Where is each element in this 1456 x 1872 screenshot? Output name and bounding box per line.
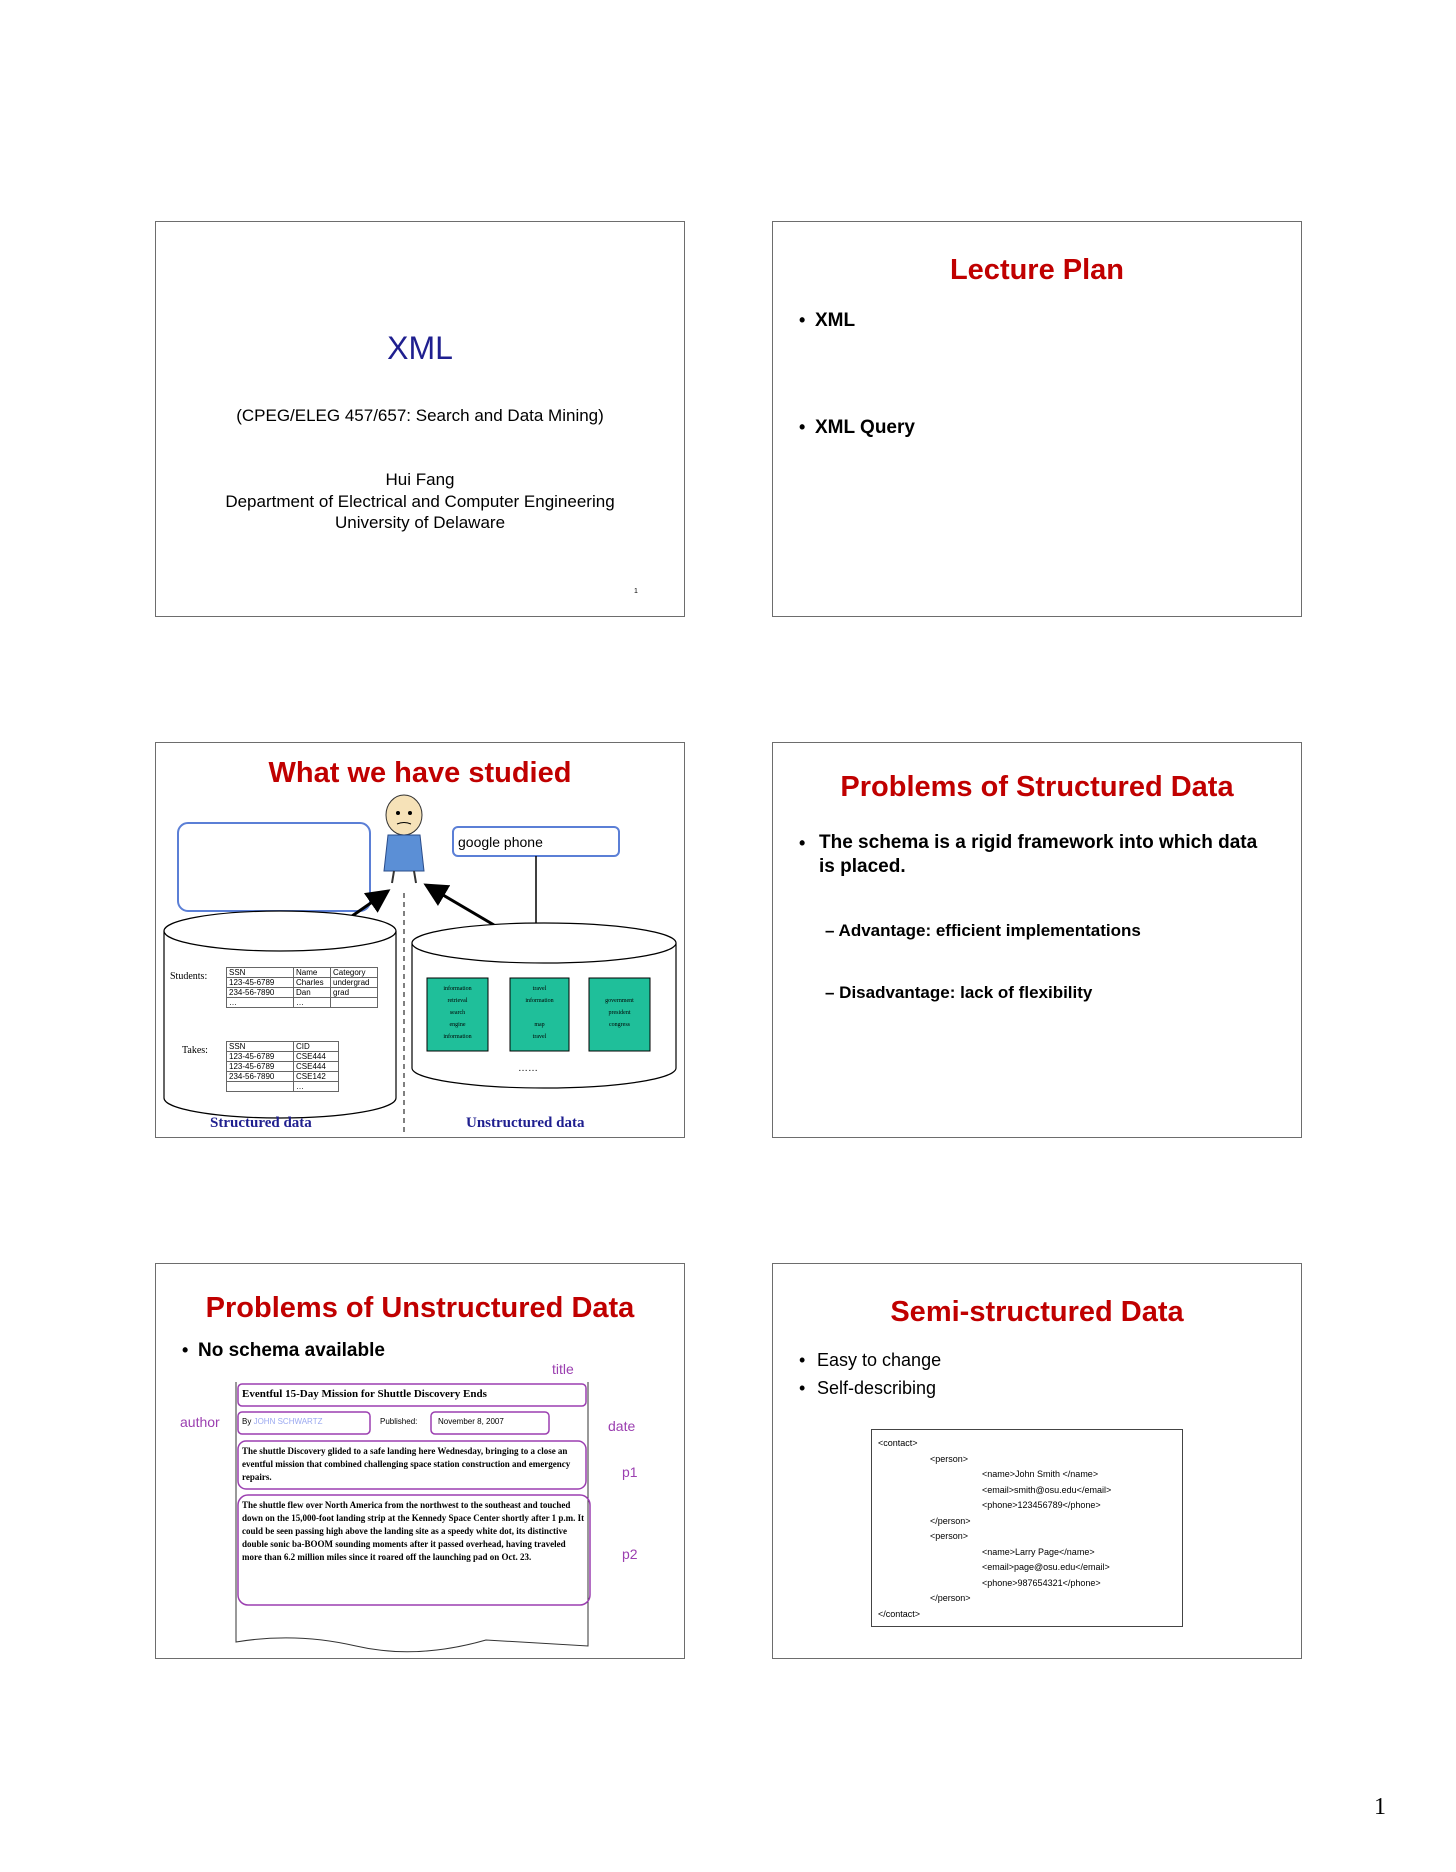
slide-2 [772,221,1302,617]
published-date: November 8, 2007 [438,1417,504,1426]
doc-ellipsis: …… [518,1063,538,1074]
department: Department of Electrical and Computer Engineering [225,492,615,511]
slide-title: Lecture Plan [949,254,1125,286]
bullet-schema: • The schema is a rigid framework into which data is placed. [799,832,1258,877]
bullet-easy-to-change: • Easy to change [799,1350,942,1370]
label-title: title [552,1361,574,1377]
page-number: 1 [1374,1794,1386,1820]
students-table: SSN Name Category 123-45-6789 Charles undergrad 234-56-7890 Dan grad … … [226,967,378,1008]
doc-text-1: information retrieval search engine information [443,986,472,1040]
bullet-self-describing: • Self-describing [799,1378,937,1398]
xml-line: <person> [930,1531,969,1541]
label-author: author [180,1414,220,1430]
author-link[interactable]: JOHN SCHWARTZ [253,1417,323,1426]
author-name: Hui Fang [385,470,455,489]
query-text: google phone [458,834,543,850]
xml-line: <phone>987654321</phone> [982,1577,1101,1588]
paragraph-2: The shuttle flew over North America from the northwest to the southeast and touched down on the 15,000-foot landing strip at the Kennedy Space Center shortly after 1 p.m. It could be seen passing high above the landing site as a speedy white dot, its distinctive double sonic ba-BOOM sounding moments after it passed overhead, having traveled more than 6.2 million miles since it roared off the launching pad on Oct. 23. [242,1500,585,1562]
xml-line: <name>John Smith </name> [982,1469,1099,1479]
label-p1: p1 [622,1464,638,1480]
slide-3 [155,742,685,1138]
xml-line: <contact> [878,1438,918,1448]
bullet-xml: • XML [799,310,856,331]
slide-title: What we have studied [268,757,572,789]
doc-text-3: government president congress [605,998,634,1028]
takes-table: SSN CID 123-45-6789 CSE444 123-45-6789 CSE444 234-56-7890 CSE142 … [226,1041,339,1092]
bullet-no-schema: • No schema available [182,1340,385,1361]
published-label: Published: [380,1417,418,1426]
bullet-xml-query: • XML Query [799,417,915,438]
slide-4 [772,742,1302,1138]
xml-line: <phone>123456789</phone> [982,1500,1101,1510]
doc-text-2: travel information map travel [525,986,554,1040]
xml-line: </person> [930,1515,971,1526]
slide-1 [155,221,685,617]
students-label: Students: [170,971,208,982]
xml-line: <email>smith@osu.edu</email> [982,1484,1112,1495]
slide-number: 1 [634,588,638,595]
takes-label: Takes: [182,1045,208,1056]
slide-5 [155,1263,685,1659]
person-icon [384,795,424,883]
slide-6 [772,1263,1302,1659]
slide-title: Problems of Structured Data [840,771,1234,803]
sql-query-box [178,823,370,911]
xml-line: <person> [930,1453,969,1464]
xml-line: <email>page@osu.edu</email> [982,1562,1110,1572]
sub-disadvantage: – Disadvantage: lack of flexibility [825,983,1093,1002]
sub-advantage: – Advantage: efficient implementations [825,921,1141,940]
paragraph-1: The shuttle Discovery glided to a safe landing here Wednesday, bringing to a close an eventful mission that combined challenging space station construction and emergency repairs. [242,1446,571,1482]
slide-title: Semi-structured Data [890,1296,1184,1328]
xml-example-box [871,1429,1183,1627]
label-p2: p2 [622,1546,638,1562]
xml-line: </person> [930,1593,971,1603]
xml-line: </contact> [878,1608,921,1619]
byline: By JOHN SCHWARTZ [242,1417,323,1426]
label-date: date [608,1418,636,1434]
label-structured: Structured data [210,1115,312,1131]
label-unstructured: Unstructured data [466,1115,585,1131]
course-name: (CPEG/ELEG 457/657: Search and Data Mining) [236,406,604,425]
article-title: Eventful 15-Day Mission for Shuttle Discovery Ends [242,1388,487,1400]
slide-title: Problems of Unstructured Data [205,1292,635,1324]
university: University of Delaware [334,513,506,532]
xml-line: <name>Larry Page</name> [982,1546,1095,1557]
slide-title: XML [387,330,453,366]
